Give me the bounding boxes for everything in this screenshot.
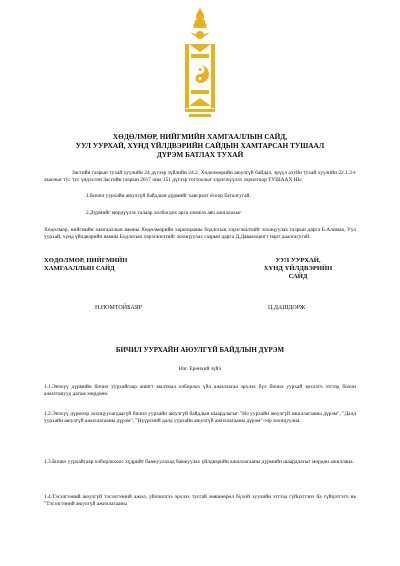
order-item-1: 1.Бичил уурхайн аюулгүй байдлын дүрмийг хавсралт ёсоор баталсугай. bbox=[86, 193, 251, 199]
clause-1-2: 1.2.Энэхүү дүрмээр зохицуулагдаагүй бичил уурхайн аюулгүй байдлын шаардлагыг "Ил уурхайн аюулгүй ажиллагааны дүрэм", "Далд уурхайн аюулгүй ажиллагааны дүрэм", "Нүүрсний далд уурхайн аюулгүй ажиллагааны дүрэм"-ээр зохицуулна. bbox=[44, 411, 356, 425]
order-title-line2: УУЛ УУРХАЙ, ХҮНД ҮЙЛДВЭРИЙН САЙДЫН ХАМТАРСАН ТУШААЛ bbox=[75, 141, 325, 150]
clause-1-3: 1.3.Бичил уурхайгаар олборлохоос хүдрийг баяжуулахад баяжуулах үйлдвэрийн ажиллагааны дүрмийн шаардлагыг мөрдөн ажиллана. bbox=[44, 459, 354, 465]
clause-1-4: 1.4.Тэсэлгээний аюулгүй тэсэлгээний ажил, уйлчилгээ эрхлэх тусгай зөвшөөрөл бүхий хуулийн этгээд гүйцэтгэнэ ба гүйцэтгэгч нь "Тэсэлгээний аюулгүй ажиллагааны bbox=[44, 494, 356, 508]
chapter-heading: Нэг. Ерөнхий зүйл bbox=[178, 366, 222, 372]
left-signatory-title-line1: ХӨДӨЛМӨР, НИЙГМИЙН bbox=[44, 257, 128, 264]
order-title-line1: ХӨДӨЛМӨР, НИЙГМИЙН ХАМГААЛЛЫН САЙД, bbox=[112, 132, 288, 141]
clause-1-1: 1.1.Энэхүү дүрмийн бичил уурхайгаар ашигт малтмал олборлох үйл ажиллагаа эрхлэх бүх бичил уурхай эрхлэгч этгээд болон ажилтанууд дагаж мөрдөнө. bbox=[44, 384, 356, 398]
right-signatory-title-line3: САЙД bbox=[288, 273, 308, 280]
right-signatory-title-line2: ХҮНД ҮЙЛДВЭРИЙН bbox=[263, 265, 333, 272]
left-signatory-title-line2: ХАМГААЛЛЫН САЙД bbox=[44, 265, 115, 272]
order-item-2: 2.Дүрмийг мөрдүүлэх талаар холбогдох арга хэмжээ авч ажиллахыг bbox=[86, 210, 242, 216]
right-signatory-title bbox=[240, 257, 356, 281]
left-signatory-name: Н.НОМТОЙБАЯР bbox=[95, 305, 143, 311]
left-signatory-title bbox=[44, 257, 127, 273]
soyombo-emblem-icon bbox=[183, 6, 217, 122]
order-title-line3: ДҮРЭМ БАТЛАХ ТУХАЙ bbox=[156, 150, 244, 159]
right-signatory-title-line1: УУЛ УУРХАЙ, bbox=[275, 257, 321, 264]
right-signatory-name: Ц.ДАШДОРЖ bbox=[268, 305, 306, 311]
notice-paragraph: Хөдөлмөр, нийгмийн хамгааллын яамны Хөдөлмөрийн харилцааны бодлогын хэрэгжилтийг зохицуулах газрын дарга Б.Алимаа, Уул уурхай, хүнд үйлдвэрийн яамны Бодлогын хэрэгжилтийг зохицуулах газрын дарга Д.Даваазоригт нарт даалгасугай. bbox=[44, 227, 356, 241]
rules-title: БИЧИЛ УУРХАЙН АЮУЛГҮЙ БАЙДЛЫН ДҮРЭМ bbox=[115, 346, 285, 354]
intro-paragraph: Засгийн газрын тухай хуулийн 24 дүгээр зүйлийн 24.2, Хөдөлмөрийн аюулгүй байдал, эрүүл ахуйн тухай хуулийн 22.1.3-т заасныг тус тус үндэслэн Засгийн газрын 2017 оны 151 дүгээр тогтоолыг хэрэгжүүлэх зорилгоор ТУШААХ НЬ: bbox=[44, 170, 356, 184]
